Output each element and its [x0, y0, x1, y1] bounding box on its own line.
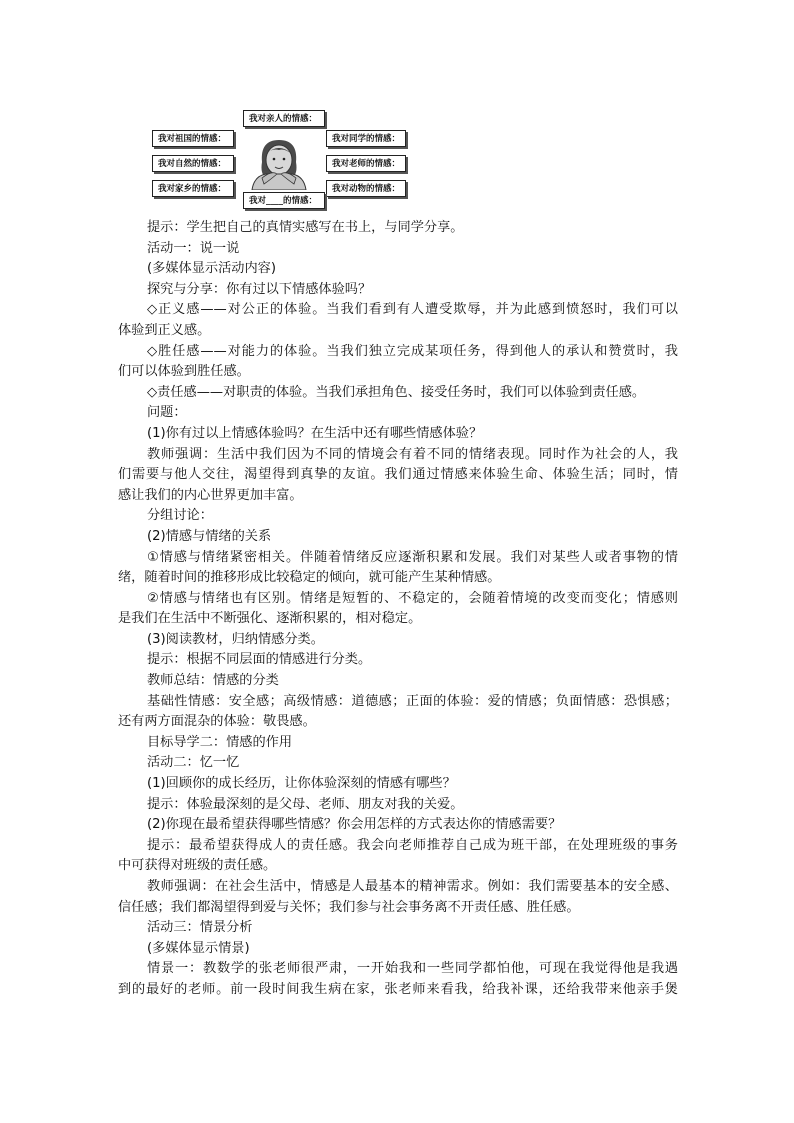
label-classmates: 我对同学的情感：	[326, 130, 406, 147]
text-line: 提示：根据不同层面的情感进行分类。	[147, 652, 372, 668]
text-line: ◇责任感——对职责的体验。当我们承担角色、接受任务时，我们可以体验到责任感。	[147, 384, 646, 400]
text-line: 提示：最希望获得成人的责任感。我会向老师推荐自己成为班干部，在处理班级的事务	[147, 837, 678, 853]
text-line: 到的最好的老师。前一段时间我生病在家，张老师来看我，给我补课，还给我带来他亲手煲	[118, 981, 678, 997]
text-line: 信任感；我们都渴望得到爱与关怀；我们参与社会事务离不开责任感、胜任感。	[118, 899, 580, 915]
text-line: (3)阅读教材，归纳情感分类。	[147, 631, 324, 647]
text-line: (1)回顾你的成长经历，让你体验深刻的情感有哪些？	[147, 776, 456, 792]
text-line: 中可获得对班级的责任感。	[118, 858, 277, 874]
label-animals: 我对动物的情感：	[326, 180, 406, 197]
text-line: 提示：体验最深刻的是父母、老师、朋友对我的关爱。	[147, 796, 464, 812]
text-line: 还有两方面混杂的体验：敬畏感。	[118, 714, 316, 730]
text-line: 情景一：教数学的张老师很严肃，一开始我和一些同学都怕他，可现在我觉得他是我遇	[147, 961, 678, 977]
text-line: 探究与分享：你有过以下情感体验吗？	[147, 281, 372, 297]
text-line: (1)你有过以上情感体验吗？在生活中还有哪些情感体验？	[147, 425, 483, 441]
girl-thinking-icon	[244, 134, 314, 190]
text-line: 提示：学生把自己的真情实感写在书上，与同学分享。	[147, 220, 464, 235]
text-line: (2)情感与情绪的关系	[147, 528, 272, 544]
text-line: ◇胜任感——对能力的体验。当我们独立完成某项任务，得到他人的承认和赞赏时，我	[147, 343, 678, 359]
emotion-illustration	[148, 108, 410, 208]
text-line: (多媒体显示活动内容)	[147, 261, 276, 277]
text-line: 目标导学二：情感的作用	[147, 734, 293, 750]
text-line: 们可以体验到胜任感。	[118, 364, 250, 380]
text-line: 活动一：说一说	[147, 240, 240, 256]
label-teacher: 我对老师的情感：	[326, 155, 406, 172]
text-line: 体验到正义感。	[118, 322, 211, 338]
text-line: 活动三：情景分析	[147, 920, 253, 936]
text-line: 感让我们的内心世界更加丰富。	[118, 487, 303, 503]
text-line: 教师总结：情感的分类	[147, 673, 279, 689]
label-nature: 我对自然的情感：	[152, 155, 234, 172]
text-line: 是我们在生活中不断强化、逐渐积累的，相对稳定。	[118, 611, 422, 627]
lesson-text	[118, 218, 678, 1001]
text-line: ①情感与情绪紧密相关。伴随着情绪反应逐渐积累和发展。我们对某些人或者事物的情	[147, 549, 678, 565]
text-line: 活动二：忆一忆	[147, 755, 240, 771]
text-line: ②情感与情绪也有区别。情绪是短暂的、不稳定的，会随着情境的改变而变化；情感则	[147, 590, 678, 606]
text-line: 们需要与他人交往，渴望得到真挚的友谊。我们通过情感来体验生命、体验生活；同时，情	[118, 467, 678, 483]
text-line: ◇正义感——对公正的体验。当我们看到有人遭受欺辱，并为此感到愤怒时，我们可以	[147, 302, 678, 318]
text-line: 问题：	[147, 405, 187, 421]
label-country: 我对祖国的情感：	[152, 130, 234, 147]
text-line: 绪，随着时间的推移形成比较稳定的倾向，就可能产生某种情感。	[118, 570, 501, 586]
text-line: 教师强调：在社会生活中，情感是人最基本的精神需求。例如：我们需要基本的安全感、	[147, 879, 678, 894]
text-line: (2)你现在最希望获得哪些情感？你会用怎样的方式表达你的情感需要？	[147, 817, 562, 833]
text-line: (多媒体显示情景)	[147, 940, 250, 956]
text-line: 分组讨论：	[147, 508, 213, 524]
text-line: 教师强调：生活中我们因为不同的情境会有着不同的情绪表现。同时作为社会的人，我	[147, 446, 678, 462]
label-blank: 我对____的情感：	[243, 192, 325, 209]
text-line: 基础性情感：安全感；高级情感：道德感；正面的体验：爱的情感；负面情感：恐惧感；	[147, 693, 678, 709]
label-hometown: 我对家乡的情感：	[152, 180, 234, 197]
label-family: 我对亲人的情感：	[243, 110, 325, 127]
